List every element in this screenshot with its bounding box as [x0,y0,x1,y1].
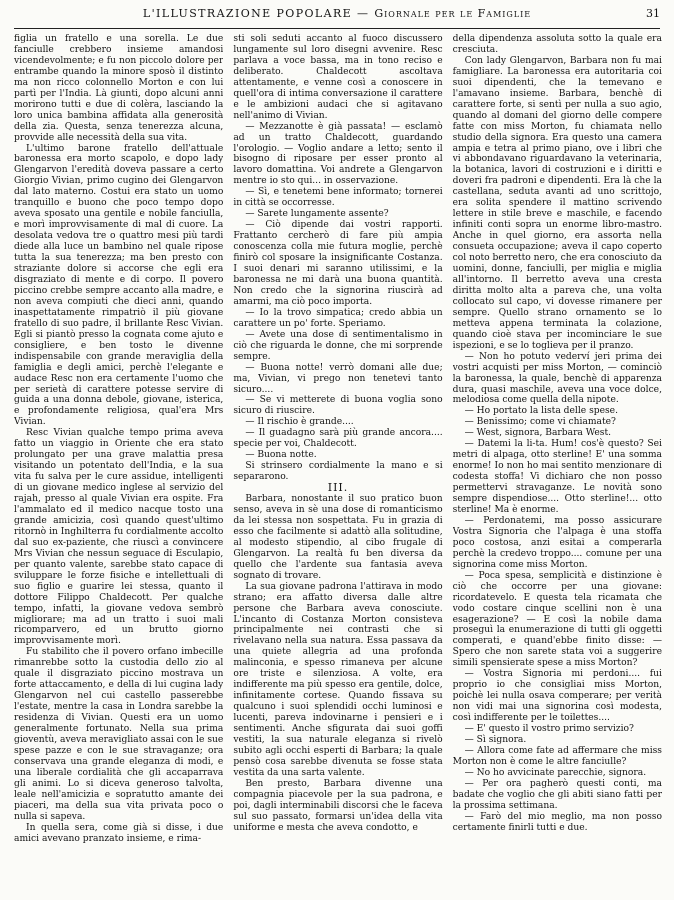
paragraph: Con lady Glengarvon, Barbara non fu mai famigliare. La baronessa era autoritaria coi suoi dipendenti, che la temevano e l'amavano insieme. Barbara, benchè di carattere forte, si sentì per nulla a suo agio, quando al domani del giorno delle compere fatte con miss Morton, fu chiamata nello studio della signora. Era questo una camera ampia e tetra al primo piano, ove i libri che vi abbondavano riguardavano la veterinaria, la botanica, lavori di costruzioni e i diritti e doveri fra padroni e dipendenti. Era là che la castellana, seduta avanti ad uno scrittojo, era solita spendere il mattino scrivendo lettere in stile breve e maschile, e facendo infiniti conti sopra un enorme libro-mastro. Anche in quel giorno, era assorta nella consueta occupazione; aveva il capo coperto col noto berretto nero, che era conosciuto da uomini, donne, fanciulli, per miglia e miglia all'intorno. Il berretto aveva una cresta diritta molto alta a pareva che, una volta collocato sul capo, vi dovesse rimanere per sempre. Quello strano ornamento se lo metteva appena terminata la colazione, quando cioè stava per incominciare le sue ispezioni, e se lo toglieva per il pranzo. [452,55,662,351]
paragraph: della dipendenza assoluta sotto la quale era cresciuta. [452,34,662,55]
paragraph: Fu stabilito che il povero orfano imbecille rimanrebbe sotto la custodia dello zio al quale il disgraziato piccino mostrava un forte attaccamento, e della di lui cugina lady Glengarvon nel cui castello passerebbe l'estate, mentre la casa in Londra sarebbe la residenza di Vivian. Questi era un uomo generalmente fortunato. Nella sua prima gioventù, aveva meravigliato assai con le sue spese pazze e con le sue stravaganze; ora conservava una grande eleganza di modi, e una liberale cordialità che gli accaparrava gli animi. Lo si diceva generoso talvolta, leale nell'amicizia e sopratutto amante dei piaceri, ma della sua vita privata poco o nulla si sapeva. [14,647,224,822]
page-number: 31 [646,7,660,20]
section-heading: III. [327,481,349,495]
publication-subtitle: Giornale per le Famiglie [374,7,532,20]
paragraph: — Se vi metterete di buona voglia sono sicuro di riuscire. [233,395,443,417]
paragraph: — Avete una dose di sentimentalismo in ciò che riguarda le donne, che mi sorprende sempre. [233,329,443,362]
text-columns [14,34,662,894]
paragraph: — Sì signora. [464,735,527,745]
paragraph: — Per ora pagherò questi conti, ma badate che voglio che gli abiti siano fatti per la prossima settimana. [452,778,662,811]
paragraph: — Buona notte! verrò domani alle due; ma, Vivian, vi prego non tenetevi tanto sicuro.... [233,362,443,395]
paragraph: — Ciò dipende dai vostri rapporti. Frattanto cercherò di fare più ampia conoscenza colla mie futura moglie, perchè finirò col sposare la insignificante Costanza. I suoi denari mi saranno utilissimi, e la baronessa ne mi darà una buona quantità. Non credo che la signorina riuscirà ad amarmi, ma ciò poco importa. [233,220,443,307]
paragraph: L'ultimo barone fratello dell'attuale baronessa era morto scapolo, e dopo lady Glengarvon l'eredità doveva passare a certo Giorgio Vivian, primo cugino dei Glengarvon dal lato materno. Costui era stato un uomo tranquillo e buono che poco tempo dopo aveva sposato una gentile e nobile fanciulla, e morì improvvisamente di mal di cuore. La desolata vedova tre o quattro mesi più tardi diede alla luce un bambino nel quale ripose tutta la sua tenerezza; ma ben presto con straziante dolore si accorse che egli era disgraziato di mente e di corpo. Il povero piccino crebbe sempre accanto alla madre, e non aveva compiuti che dieci anni, quando inaspettatamente rimpatriò il più giovane fratello di suo padre, il brillante Resc Vivian. Egli si piantò presso la cognata come ajuto e consigliere, e ben tosto le divenne indispensabile con grande meraviglia della famiglia e degli amici, perchè l'elegante e audace Resc non era certamente l'uomo che per serietà di carattere potesse servire di guida a una donna debole, giovane, isterica, e profondamente religiosa, qual'era Mrs Vivian. [14,143,224,428]
paragraph: — Benissimo; come vi chiamate? [464,417,616,428]
paragraph: Si strinsero cordialmente la mano e si separarono. [233,461,443,483]
paragraph: — Il rischio è grande.... [245,417,354,428]
paragraph: figlia un fratello e una sorella. Le due fanciulle crebbero insieme amandosi vicendevolmente; e fu non piccolo dolore per entrambe quando la minore sposò il distinto ma non ricco colonnello Morton e con lui partì per l'India. Là giunti, dopo alcuni anni morirono tutti e due di colèra, lasciando la loro unica bambina affidata alla generosità della zia. Questa, senza tenerezza alcuna, provvide alle necessità della sua vita. [14,34,224,143]
paragraph: — Io la trovo simpatica; credo abbia un carattere un po' forte. Speriamo. [233,307,443,329]
paragraph: — Vostra Signoria mi perdoni.... fui proprio io che consigliai miss Morton, poichè lei nulla osava comperare; per verità non vidi mai una signorina così modesta, così indifferente per le toilettes.... [452,669,662,724]
paragraph: Ben presto, Barbara divenne una compagnia piacevole per la sua padrona, e poi, dagli interminabili discorsi che le faceva sul suo passato, formarsi un'idea della vita uniforme e mesta che aveva condotto, e [233,778,443,833]
paragraph: — Poca spesa, semplicità e distinzione è ciò che occorre per una giovane: ricordatevelo. E questa tela ricamata che vodo costare cinque scellini non è una esagerazione? — E così la nobile dama proseguì la enumerazione di tutti gli oggetti comperati, e quand'ebbe finito disse: — Spero che non sarete stata voi a suggerire simili spensierate spese a miss Morton? [452,570,662,669]
paragraph: Resc Vivian qualche tempo prima aveva fatto un viaggio in Oriente che era stato prolungato per una grave malattia presa visitando un potentato dell'India, e la sua vita fu salva per le cure assidue, intelligenti di un giovane medico inglese al servizio del rajah, presso al quale Vivian era ospite. Fra l'ammalato ed il medico nacque tosto una grande amicizia, così quando quest'ultimo ritornò in Inghilterra fu cordialmente accolto dal suo ex-paziente, che riuscì a convincere Mrs Vivian che nessun seguace di Esculapio, per quanto valente, sarebbe stato capace di sviluppare le forze fisiche e intellettuali di suo figlio e guarire lei stessa, quanto il dottore Filippo Chaldecott. Per qualche tempo, infatti, la giovane vedova sembrò migliorare; ma ad un tratto i suoi mali ricomparvero, ed un brutto giorno improvvisamente morì. [14,428,224,647]
column-1 [14,34,223,894]
paragraph: — Non ho potuto vederví jeri prima dei vostri acquisti per miss Morton, — cominciò la baronessa, la quale, benchè di apparenza dura, quasi maschile, aveva una voce dolce, melodiosa come quella della nipote. [452,351,662,406]
column-2 [233,34,442,894]
paragraph: — Sì, e tenetemi bene informato; tornerei in città se occorresse. [233,187,443,209]
paragraph: La sua giovane padrona l'attirava in modo strano; era affatto diversa dalle altre persone che Barbara aveva conosciute. L'incanto di Costanza Morton consisteva principalmente nei contrasti che si rivelavano nella sua natura. Essa passava da una quiete allegria ad una profonda malinconia, e spesso rimaneva per alcune ore triste e silenziosa. A volte, era indifferente ma più spesso era gentile, dolce, infinitamente cortese. Quando fissava su qualcuno i suoi splendidi occhi luminosi e lucenti, pareva indovinarne i pensieri e i sentimenti. Anche sfigurata dai suoi goffi vestiti, la sua naturale eleganza si rivelò subito agli occhi esperti di Barbara; la quale pensò cosa sarebbe divenuta se fosse stata vestita da una sarta valente. [233,581,443,778]
paragraph: — No ho avvicinate parecchie, signora. [464,767,647,778]
paragraph: — Ho portato la lista delle spese. [464,406,618,417]
paragraph: — Allora come fate ad affermare che miss Morton non è come le altre fanciulle? [452,745,662,767]
paragraph: — E' questo il vostro primo servizio? [464,724,634,735]
paragraph: — Mezzanotte è già passata! — esclamò ad un tratto Chaldecott, guardando l'orologio. — Voglio andare a letto; sento il bisogno di riposare per esser pronto al lavoro domattina. Voi andrete a Glengarvon mentre io sto qui... in osservazione. [233,121,443,187]
paragraph: — Il guadagno sarà più grande ancora.... specie per voi, Chaldecott. [233,428,443,450]
publication-name: L'ILLUSTRAZIONE POPOLARE [142,7,353,20]
paragraph: sti soli seduti accanto al fuoco discussero lungamente sul loro disegni avvenire. Resc parlava a voce bassa, ma in tono reciso e deliberato. Chaldecott ascoltava attentamente, e venne così a conoscere in quell'ora di intima conversazione il carattere e le ambizioni audaci che si agitavano nell'animo di Vivian. [233,34,443,121]
paragraph: — Perdonatemi, ma posso assicurare Vostra Signoria che l'alpaga è una stoffa poco costosa, anzi esitai a comperarla perchè la credevo troppo.... comune per una signorina come miss Morton. [452,515,662,570]
paragraph: Barbara, nonostante il suo pratico buon senso, aveva in sè una dose di romanticismo da lei stessa non sospettata. Fu in grazia di esso che facilmente si adattò alla solitudine, al modesto stipendio, al cibo frugale di Glengarvon. La realtà fu ben diversa da quello che l'ardente sua fantasia aveva sognato di trovare. [233,494,443,581]
paragraph: — Datemi la li-ta. Hum! cos'è questo? Sei metri di alpaga, otto sterline! E' una somma enorme! Io non ho mai sentito menzionare di codesta stoffa! Vi dichiaro che non posso permettervi stravaganze. Le novità sono sempre dispendiose.... Otto sterline!... otto sterline! Ma è enorme. [452,439,662,515]
paragraph: — Sarete lungamente assente? [245,209,389,220]
paragraph: — Farò del mio meglio, ma non posso certamente finirli tutti e due. [452,811,662,833]
column-3 [453,34,662,894]
running-title [14,7,660,20]
paragraph: In quella sera, come già si disse, i due amici avevano pranzato insieme, e rima- [14,822,224,844]
paragraph: — Buona notte. [245,450,317,461]
page-header [14,6,660,29]
header-dash: — [357,7,370,20]
paragraph: — West, signora, Barbara West. [464,428,612,439]
